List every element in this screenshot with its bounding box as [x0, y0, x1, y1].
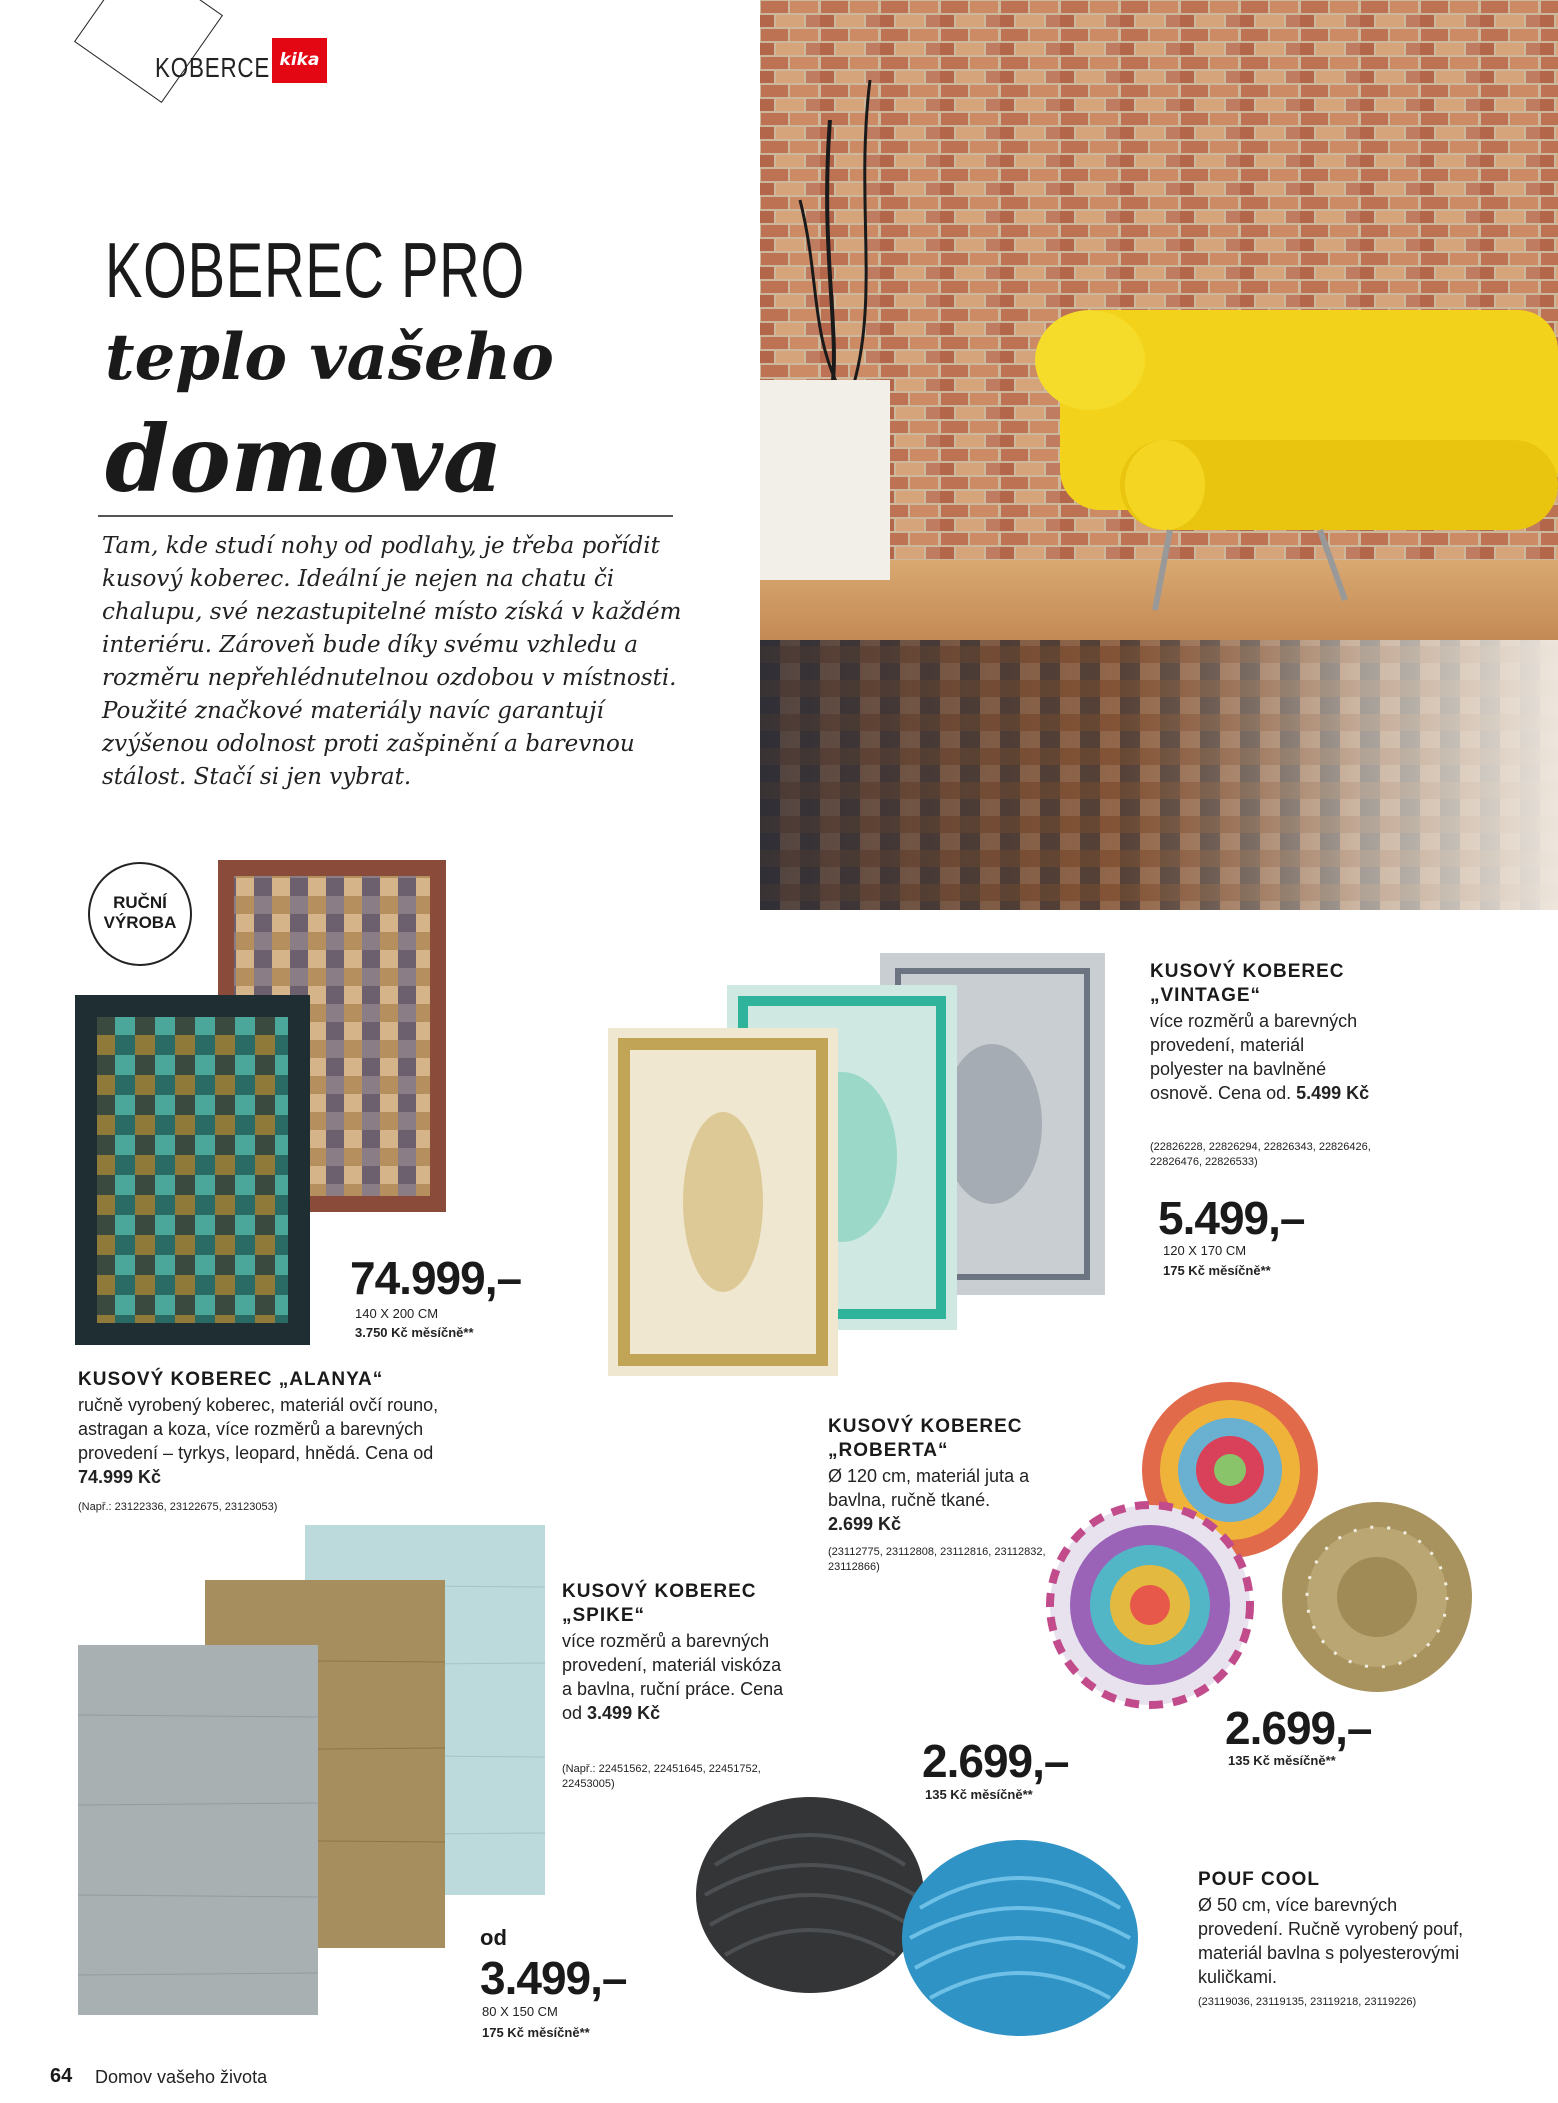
- roberta-rug-jute-image: [1280, 1500, 1475, 1695]
- badge-line2: VÝROBA: [103, 913, 177, 932]
- vintage-codes: (22826228, 22826294, 22826343, 22826426, 22826476, 22826533): [1150, 1141, 1371, 1168]
- roberta-title-line2: „ROBERTA“: [828, 1440, 949, 1461]
- section-label: KOBERCE: [155, 52, 271, 83]
- intro-paragraph: Tam, kde studí nohy od podlahy, je třeba pořídit kusový koberec. Ideální je nejen na chatu či chalupu, své nezastupitelné místo získá v každém interiéru. Zároveň bude díky svému vzhledu a rozměru nepřehlédnutelnou ozdobou v místnosti. Použité značkové materiály navíc garantují zvýšenou odolnost proti zašpinění a barevnou stálost. Stačí si jen vybrat.: [102, 533, 682, 790]
- handmade-badge: [88, 862, 192, 966]
- brand-logo: kika: [272, 38, 327, 83]
- roberta-price: 2.699,–: [1225, 1702, 1372, 1754]
- alanya-rug-turquoise-image: [75, 995, 310, 1345]
- headline-rule: [98, 515, 673, 517]
- pouf-codes: (23119036, 23119135, 23119218, 23119226): [1198, 1996, 1417, 2008]
- roberta-desc-text: Ø 120 cm, materiál juta a bavlna, ručně tkané.: [828, 1466, 1030, 1510]
- roberta-monthly: 135 Kč měsíčně**: [1228, 1753, 1336, 1768]
- pouf-monthly: 135 Kč měsíčně**: [925, 1787, 1033, 1802]
- roberta-title-line1: KUSOVÝ KOBEREC: [828, 1416, 1023, 1437]
- alanya-desc-price: 74.999 Kč: [78, 1467, 162, 1487]
- alanya-title: KUSOVÝ KOBEREC „ALANYA“: [78, 1369, 384, 1390]
- spike-from-label: od: [480, 1925, 507, 1950]
- vintage-size: 120 X 170 CM: [1163, 1243, 1247, 1258]
- spike-title-line2: „SPIKE“: [562, 1605, 646, 1626]
- alanya-size: 140 X 200 CM: [355, 1306, 439, 1321]
- spike-desc-price: 3.499 Kč: [587, 1703, 661, 1723]
- spike-codes: (Např.: 22451562, 22451645, 22451752, 22453005): [562, 1763, 761, 1790]
- vintage-description: [1150, 1009, 1380, 1105]
- spike-rug-grey-image: [78, 1645, 318, 2015]
- pouf-black-image: [695, 1795, 925, 1995]
- vintage-desc-price: 5.499 Kč: [1296, 1083, 1370, 1103]
- badge-line1: RUČNÍ: [113, 893, 167, 912]
- alanya-price: 74.999,–: [350, 1252, 522, 1304]
- footer-text: Domov vašeho života: [95, 2067, 268, 2087]
- spike-price: 3.499,–: [480, 1952, 627, 2004]
- vintage-monthly: 175 Kč měsíčně**: [1163, 1263, 1271, 1278]
- spike-description: [562, 1629, 787, 1725]
- vintage-title-line1: KUSOVÝ KOBEREC: [1150, 961, 1345, 982]
- vintage-rug-gold-image: [608, 1028, 838, 1376]
- roberta-description: [828, 1464, 1038, 1536]
- spike-title-line1: KUSOVÝ KOBEREC: [562, 1581, 757, 1602]
- vintage-title-line2: „VINTAGE“: [1150, 985, 1262, 1006]
- alanya-monthly: 3.750 Kč měsíčně**: [355, 1325, 474, 1340]
- vintage-desc-text: více rozměrů a barevných provedení, materiál polyester na bavlněné osnově. Cena od.: [1150, 1011, 1358, 1103]
- page-number: 64: [50, 2065, 73, 2087]
- headline-line2: teplo vašeho: [105, 320, 554, 395]
- roberta-desc-price: 2.699 Kč: [828, 1514, 902, 1534]
- headline-line3: domova: [105, 405, 503, 513]
- spike-size: 80 X 150 CM: [482, 2004, 558, 2019]
- alanya-description: [78, 1393, 468, 1489]
- spike-monthly: 175 Kč měsíčně**: [482, 2025, 590, 2040]
- spike-desc-text: více rozměrů a barevných provedení, materiál viskóza a bavlna, ruční práce. Cena od: [562, 1631, 784, 1723]
- pouf-description: Ø 50 cm, více barevných provedení. Ručně vyrobený pouf, materiál bavlna s polyesterovými kuličkami.: [1198, 1895, 1464, 1987]
- roberta-rug-pompom-image: [1045, 1500, 1255, 1710]
- headline-line1: KOBEREC PRO: [105, 226, 525, 314]
- alanya-codes: (Např.: 23122336, 23122675, 23123053): [78, 1501, 278, 1513]
- pouf-title: POUF COOL: [1198, 1869, 1320, 1890]
- vintage-price: 5.499,–: [1158, 1192, 1305, 1244]
- alanya-desc-text: ručně vyrobený koberec, materiál ovčí rouno, astragan a koza, více rozměrů a barevných provedení – tyrkys, leopard, hnědá. Cena od: [78, 1395, 439, 1463]
- hero-photo: [760, 0, 1558, 910]
- roberta-codes: (23112775, 23112808, 23112816, 23112832, 23112866): [828, 1546, 1046, 1573]
- pouf-price: 2.699,–: [922, 1735, 1069, 1787]
- pouf-blue-image: [900, 1838, 1140, 2038]
